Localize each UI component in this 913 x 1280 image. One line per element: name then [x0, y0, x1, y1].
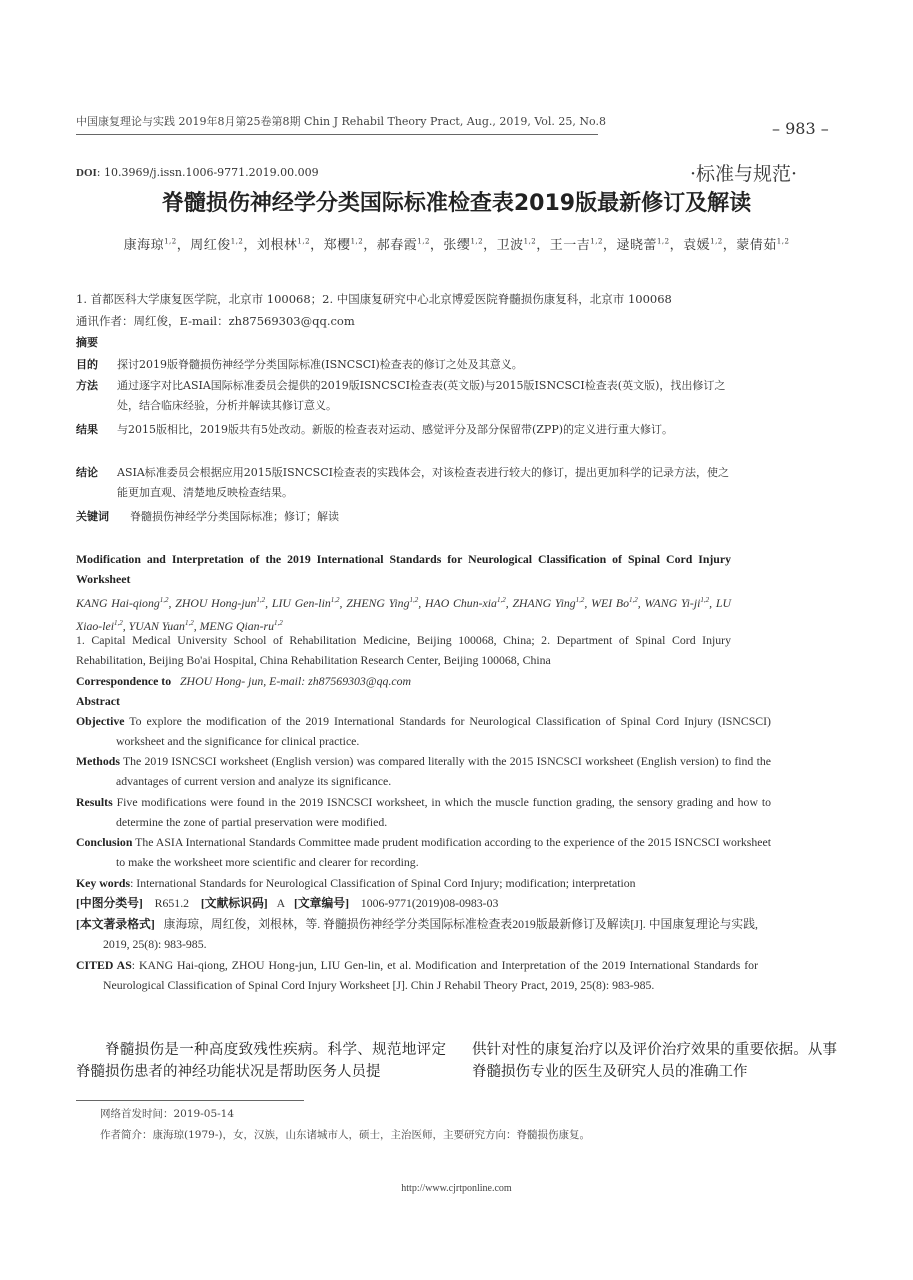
doc-label: [文献标识码] — [200, 896, 268, 910]
author-en: LIU Gen-lin$^{1,2}$ — [271, 595, 340, 610]
author-en: MENG Qian-ru$^{1,2}$ — [199, 618, 283, 633]
cited-as-label: CITED AS — [76, 958, 132, 972]
author-zh: 康海琼$^{1,2}$ — [123, 237, 177, 253]
article-value: 1006-9771(2019)08-0983-03 — [360, 896, 499, 910]
cited-as-text: : KANG Hai-qiong, ZHOU Hong-jun, LIU Gen-lin, et al. Modification and Interpretation of the 2019 International Standards for Neurological Classification of Spinal Cord Injury Worksheet [J]. Chin J Rehabil Theory Pract, 2019, 25(8): 983-985. — [103, 958, 758, 992]
author-en: WANG Yi-ji$^{1,2}$ — [644, 595, 710, 610]
objective-text-en: To explore the modification of the 2019 International Standards for Neurological Classification of Spinal Cord Injury (ISNCSCI) worksheet and the significance for clinical practice. — [116, 714, 771, 748]
author-affiliation-mark: 1,2 — [230, 237, 244, 246]
footnote-rule — [76, 1100, 304, 1101]
author-zh: 郑樱$^{1,2}$ — [323, 237, 364, 253]
author-zh: 逯晓蕾$^{1,2}$ — [616, 237, 670, 253]
author-affiliation-mark: 1,2 — [523, 237, 537, 246]
doc-value: A — [276, 896, 286, 910]
results-text-zh: 与2015版相比，2019版共有5处改动。新版的检查表对运动、感觉评分及部分保留带(ZPP)的定义进行重大修订。 — [117, 423, 674, 436]
author-affiliation-mark: 1,2 — [575, 596, 585, 604]
author-affiliation-mark: 1,2 — [656, 237, 670, 246]
author-affiliation-mark: 1,2 — [776, 237, 790, 246]
objective-label-zh: 目的 — [76, 358, 98, 371]
author-affiliation-mark: 1,2 — [496, 596, 506, 604]
keywords-label-zh: 关键词 — [76, 510, 109, 523]
body-left-column: 脊髓损伤是一种高度致残性疾病。科学、规范地评定脊髓损伤患者的神经功能状况是帮助医务人员提 — [76, 1042, 446, 1080]
author-affiliation-mark: 1,2 — [417, 237, 430, 246]
author-zh: 蒙倩茹$^{1,2}$ — [736, 237, 790, 253]
footnote-author-bio: 作者简介：康海琼(1979-)，女，汉族，山东诸城市人，硕士，主治医师，主要研究方向：脊髓损伤康复。 — [100, 1129, 590, 1141]
author-affiliation-mark: 1,2 — [114, 618, 123, 627]
correspondence-text-en: ZHOU Hong- jun, E-mail: zh87569303@qq.com — [180, 674, 412, 688]
page-number: – 983 – — [772, 119, 829, 138]
article-title: 脊髓损伤神经学分类国际标准检查表2019版最新修订及解读 — [161, 191, 752, 216]
methods-text-en: The 2019 ISNCSCI worksheet (English version) was compared literally with the 2015 ISNCSCI worksheet (English version) to find the advantages of current version and analyze its significance. — [116, 754, 771, 788]
english-authors: KANG Hai-qiong$^{1,2}$, ZHOU Hong-jun$^{1,2}$, LIU Gen-lin$^{1,2}$, ZHENG Ying$^{1,2}$, HAO Chun-xia$^{1,2}$, ZHANG Ying$^{1,2}$, WEI Bo$^{1,2}$, WANG Yi-ji$^{1,2}$, LU Xiao-lei$^{1,2}$, YUAN Yuan$^{1,2}$, MENG Qian-ru$^{1,2}$ — [76, 595, 731, 633]
author-affiliation-mark: 1,2 — [409, 596, 419, 604]
author-zh: 周红俊$^{1,2}$ — [190, 237, 244, 253]
methods-label-zh: 方法 — [76, 379, 98, 392]
results-label-zh: 结果 — [76, 423, 98, 436]
author-en: ZHOU Hong-jun$^{1,2}$ — [175, 595, 266, 610]
conclusion-en — [76, 832, 771, 872]
author-affiliation-mark: 1,2 — [710, 237, 723, 246]
author-zh: 王一吉$^{1,2}$ — [549, 237, 603, 253]
author-affiliation-mark: 1,2 — [297, 237, 311, 246]
conclusion-label-zh: 结论 — [76, 466, 98, 479]
conclusion-text-en: The ASIA International Standards Committee made prudent modification according to the experience of the 2015 ISNCSCI worksheet to make the worksheet more scientific and clearer for recording. — [116, 835, 771, 869]
footnote-received: 网络首发时间：2019-05-14 — [100, 1108, 235, 1120]
author-zh: 袁媛$^{1,2}$ — [683, 237, 723, 253]
author-zh: 刘根林$^{1,2}$ — [256, 237, 311, 253]
author-en: ZHENG Ying$^{1,2}$ — [346, 595, 419, 610]
author-affiliation-mark: 1,2 — [350, 237, 364, 246]
header-rule — [76, 134, 598, 135]
author-affiliation-mark: 1,2 — [274, 618, 283, 627]
methods-en — [76, 751, 771, 791]
methods-label-en: Methods — [76, 754, 120, 768]
conclusion-text-zh: ASIA标准委员会根据应用2015版ISNCSCI检查表的实践体会，对该检查表进行较大的修订，提出更加科学的记录方法，使之能更加直观、清楚地反映检查结果。 — [117, 466, 729, 499]
author-affiliation-mark: 1,2 — [159, 596, 169, 604]
doi-label: DOI — [76, 167, 97, 179]
author-en: WEI Bo$^{1,2}$ — [591, 595, 638, 610]
objective-label-en: Objective — [76, 714, 125, 728]
objective-text-zh: 探讨2019版脊髓损伤神经学分类国际标准(ISNCSCI)检查表的修订之处及其意义。 — [117, 358, 523, 371]
clc-label: [中图分类号] — [76, 896, 143, 910]
author-zh: 郝春霞$^{1,2}$ — [376, 237, 430, 253]
author-en: KANG Hai-qiong$^{1,2}$ — [76, 595, 169, 610]
keywords-en — [76, 873, 731, 893]
section-label: ·标准与规范· — [690, 163, 798, 185]
results-label-en: Results — [76, 795, 113, 809]
citation-label-zh: [本文著录格式] — [76, 917, 155, 931]
article-label: [文章编号] — [293, 896, 349, 910]
keywords-text-en: : International Standards for Neurological Classification of Spinal Cord Injury; modification; interpretation — [130, 876, 636, 890]
correspondence-zh: 通讯作者：周红俊，E-mail：zh87569303@qq.com — [76, 314, 355, 328]
abstract-heading-zh: 摘要 — [76, 336, 98, 349]
author-affiliation-mark: 1,2 — [184, 618, 194, 627]
keywords-label-en: Key words — [76, 876, 131, 890]
citation-zh — [76, 914, 758, 954]
results-text-en: Five modifications were found in the 2019 ISNCSCI worksheet, in which the muscle function grading, the sensory grading and how to determine the zone of partial preservation were modified. — [116, 795, 771, 829]
conclusion-label-en: Conclusion — [76, 835, 133, 849]
author-zh: 张缨$^{1,2}$ — [443, 237, 484, 253]
author-affiliation-mark: 1,2 — [256, 596, 266, 604]
author-affiliation-mark: 1,2 — [629, 596, 638, 604]
author-en: HAO Chun-xia$^{1,2}$ — [424, 595, 506, 610]
author-en: ZHANG Ying$^{1,2}$ — [512, 595, 585, 610]
author-en: LU Xiao-lei$^{1,2}$ — [76, 595, 731, 633]
affiliation-zh: 1. 首都医科大学康复医学院，北京市 100068；2. 中国康复研究中心北京博爱医院脊髓损伤康复科，北京市 100068 — [76, 292, 672, 306]
english-title: Modification and Interpretation of the 2019 International Standards for Neurological Classification of Spinal Cord Injury Worksheet — [76, 552, 731, 586]
cited-as — [76, 955, 758, 995]
correspondence-label-en: Correspondence to — [76, 674, 172, 688]
citation-text-zh: 康海琼，周红俊，刘根林，等. 脊髓损伤神经学分类国际标准检查表2019版最新修订及解读[J]. 中国康复理论与实践, 2019, 25(8): 983-985. — [103, 917, 758, 951]
body-right-column: 供针对性的康复治疗以及评价治疗效果的重要依据。从事脊髓损伤专业的医生及研究人员的准确工作 — [472, 1042, 837, 1080]
methods-text-zh: 通过逐字对比ASIA国际标准委员会提供的2019版ISNCSCI检查表(英文版)与2015版ISNCSCI检查表(英文版)，找出修订之处，结合临床经验，分析并解读其修订意义。 — [117, 379, 726, 412]
author-affiliation-mark: 1,2 — [470, 237, 484, 246]
english-correspondence — [76, 671, 731, 691]
footer-url[interactable]: http://www.cjrtponline.com — [401, 1183, 512, 1194]
objective-en — [76, 711, 771, 751]
authors-zh: 康海琼$^{1,2}$，周红俊$^{1,2}$，刘根林$^{1,2}$，郑樱$^{1,2}$，郝春霞$^{1,2}$，张缨$^{1,2}$，卫波$^{1,2}$，王一吉$^{1,2}$，逯晓蕾$^{1,2}$，袁媛$^{1,2}$，蒙倩茹$^{1,2}$ — [123, 237, 790, 253]
abstract-heading-en: Abstract — [76, 694, 120, 708]
clc-value: R651.2 — [154, 896, 190, 910]
doi-value: : 10.3969/j.issn.1006-9771.2019.00.009 — [96, 166, 319, 179]
keywords-text-zh: 脊髓损伤神经学分类国际标准；修订；解读 — [130, 510, 339, 523]
classification-line — [76, 893, 731, 913]
author-affiliation-mark: 1,2 — [330, 596, 340, 604]
author-zh: 卫波$^{1,2}$ — [496, 237, 537, 253]
author-affiliation-mark: 1,2 — [590, 237, 603, 246]
english-affiliation: 1. Capital Medical University School of Rehabilitation Medicine, Beijing 100068, China; 2. Department of Spinal Cord Injury Rehabilitation, Beijing Bo'ai Hospital, China Rehabilitation Research Center, Beijing 100068, China — [76, 633, 731, 667]
journal-header: 中国康复理论与实践 2019年8月第25卷第8期 Chin J Rehabil Theory Pract, Aug., 2019, Vol. 25, No.8 — [76, 115, 606, 128]
author-affiliation-mark: 1,2 — [700, 596, 710, 604]
author-en: YUAN Yuan$^{1,2}$ — [128, 618, 194, 633]
results-en — [76, 792, 771, 832]
author-affiliation-mark: 1,2 — [164, 237, 177, 246]
doi-line[interactable] — [76, 166, 319, 179]
